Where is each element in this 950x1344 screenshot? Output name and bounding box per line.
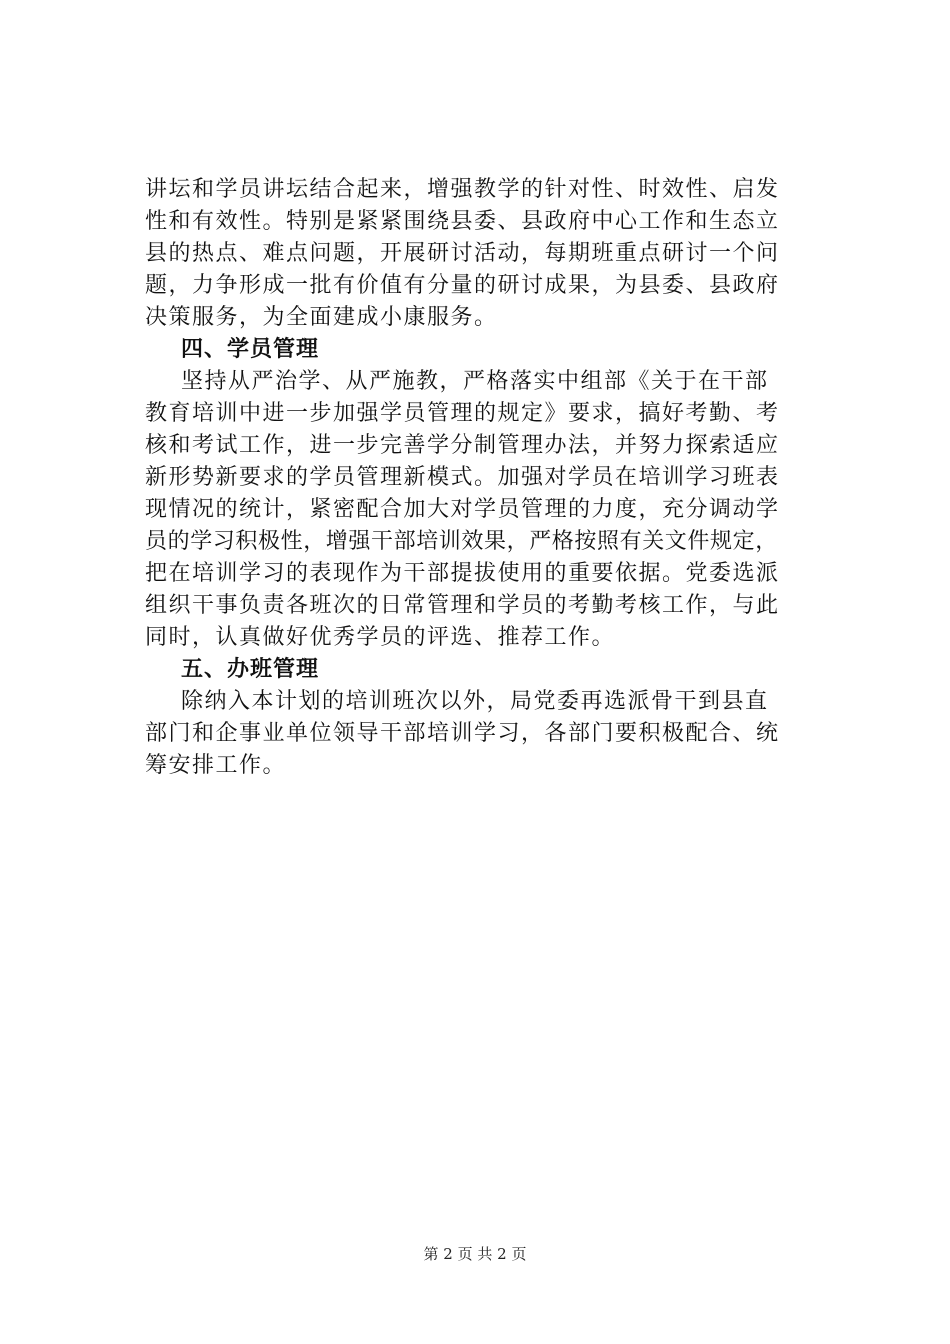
text-line: 把在培训学习的表现作为干部提拔使用的重要依据。党委选派 [145,561,780,586]
section-heading: 五、办班管理 [181,657,320,682]
text-line: 筹安排工作。 [145,753,287,778]
page-footer: 第 2 页 共 2 页 [423,1245,527,1263]
text-line: 性和有效性。特别是紧紧围绕县委、县政府中心工作和生态立 [145,209,780,234]
text-line: 新形势新要求的学员管理新模式。加强对学员在培训学习班表 [145,465,780,490]
text-line: 除纳入本计划的培训班次以外，局党委再选派骨干到县直 [181,689,769,714]
text-line: 组织干事负责各班次的日常管理和学员的考勤考核工作，与此 [145,593,780,618]
text-line: 讲坛和学员讲坛结合起来，增强教学的针对性、时效性、启发 [145,177,780,202]
text-line: 员的学习积极性，增强干部培训效果，严格按照有关文件规定， [145,529,778,554]
text-line: 题，力争形成一批有价值有分量的研讨成果，为县委、县政府 [145,273,780,298]
text-line: 县的热点、难点问题，开展研讨活动，每期班重点研讨一个问 [145,241,780,266]
text-line: 教育培训中进一步加强学员管理的规定》要求，搞好考勤、考 [145,401,780,426]
document-body [145,174,831,782]
text-line: 同时，认真做好优秀学员的评选、推荐工作。 [145,625,616,650]
text-line: 决策服务，为全面建成小康服务。 [145,305,498,330]
text-line: 现情况的统计，紧密配合加大对学员管理的力度，充分调动学 [145,497,780,522]
text-line: 核和考试工作，进一步完善学分制管理办法，并努力探索适应 [145,433,780,458]
text-line: 坚持从严治学、从严施教，严格落实中组部《关于在干部 [181,369,769,394]
text-line: 部门和企事业单位领导干部培训学习，各部门要积极配合、统 [145,721,780,746]
section-heading: 四、学员管理 [181,337,320,362]
